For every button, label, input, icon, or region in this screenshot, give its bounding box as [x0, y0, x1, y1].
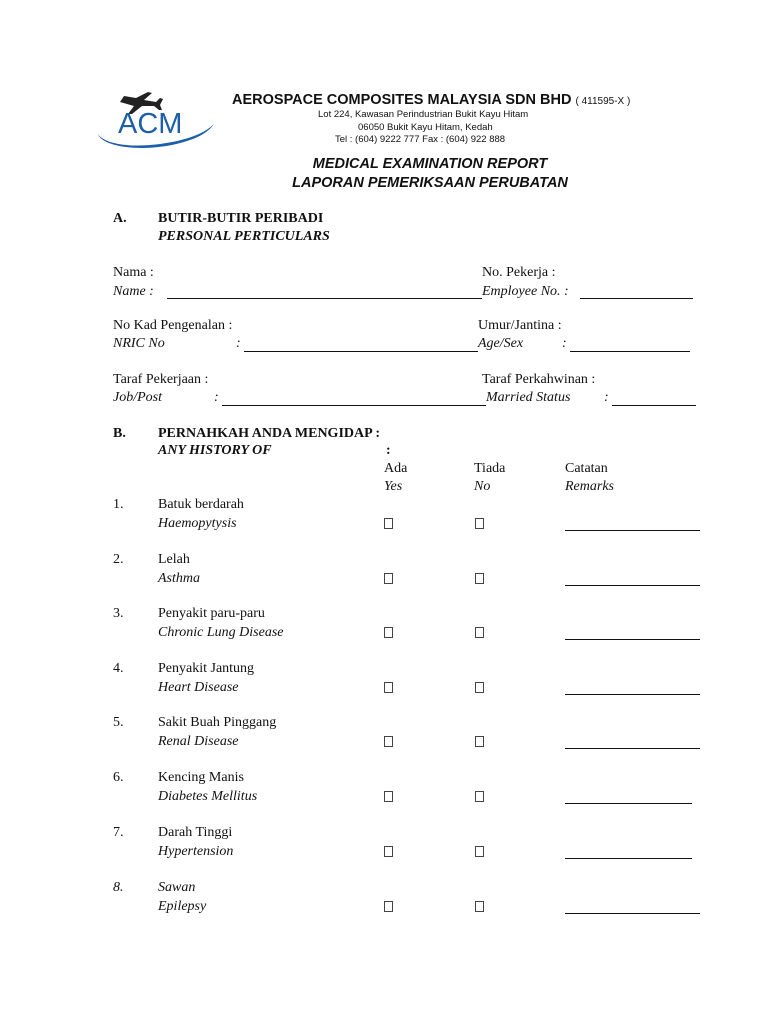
- row-label-en: Epilepsy: [158, 899, 207, 914]
- remarks-field[interactable]: [565, 913, 700, 914]
- age-sex-label-en: Age/Sex: [478, 336, 524, 351]
- section-b-title-ms: PERNAHKAH ANDA MENGIDAP :: [158, 426, 381, 441]
- section-a-title-en: PERSONAL PERTICULARS: [158, 229, 330, 244]
- row-number: 1.: [113, 497, 124, 512]
- section-b-letter: B.: [113, 426, 126, 441]
- remarks-field[interactable]: [565, 858, 692, 859]
- yes-checkbox[interactable]: [384, 627, 393, 638]
- no-checkbox[interactable]: [475, 791, 484, 802]
- age-sex-field[interactable]: [570, 351, 690, 352]
- nric-label-en: NRIC No: [113, 336, 165, 351]
- employee-no-label-ms: No. Pekerja :: [482, 265, 556, 280]
- remarks-field[interactable]: [565, 694, 700, 695]
- report-title-en: MEDICAL EXAMINATION REPORT: [312, 156, 548, 172]
- no-checkbox[interactable]: [475, 518, 484, 529]
- yes-checkbox[interactable]: [384, 682, 393, 693]
- remarks-field[interactable]: [565, 803, 692, 804]
- marital-label-en: Married Status: [486, 390, 571, 405]
- employee-no-label-en: Employee No. :: [482, 284, 569, 299]
- employee-no-field[interactable]: [580, 298, 693, 299]
- row-label-en: Haemopytysis: [158, 516, 237, 531]
- no-checkbox[interactable]: [475, 736, 484, 747]
- no-checkbox[interactable]: [475, 627, 484, 638]
- yes-checkbox[interactable]: [384, 846, 393, 857]
- yes-checkbox[interactable]: [384, 791, 393, 802]
- row-number: 2.: [113, 552, 124, 567]
- row-label-en: Asthma: [158, 571, 200, 586]
- row-label-ms: Sawan: [158, 880, 196, 895]
- row-number: 6.: [113, 770, 124, 785]
- yes-checkbox[interactable]: [384, 573, 393, 584]
- remarks-field[interactable]: [565, 639, 700, 640]
- nric-label-ms: No Kad Pengenalan :: [113, 318, 233, 333]
- col-yes-ms: Ada: [384, 461, 408, 476]
- row-number: 3.: [113, 606, 124, 621]
- age-sex-colon: :: [562, 336, 567, 351]
- section-a-letter: A.: [113, 211, 127, 226]
- row-label-ms: Penyakit Jantung: [158, 661, 255, 676]
- age-sex-label-ms: Umur/Jantina :: [478, 318, 562, 333]
- marital-colon: :: [604, 390, 609, 405]
- row-label-ms: Kencing Manis: [158, 770, 244, 785]
- section-a-title-ms: BUTIR-BUTIR PERIBADI: [158, 211, 324, 226]
- yes-checkbox[interactable]: [384, 736, 393, 747]
- company-reg: ( 411595-X ): [575, 96, 631, 107]
- marital-field[interactable]: [612, 405, 696, 406]
- row-number: 4.: [113, 661, 124, 676]
- no-checkbox[interactable]: [475, 682, 484, 693]
- row-label-ms: Batuk berdarah: [158, 497, 244, 512]
- row-label-en: Renal Disease: [158, 734, 239, 749]
- row-number: 5.: [113, 715, 124, 730]
- no-checkbox[interactable]: [475, 846, 484, 857]
- yes-checkbox[interactable]: [384, 901, 393, 912]
- name-field[interactable]: [167, 298, 482, 299]
- logo-text: ACM: [118, 108, 183, 140]
- company-name: [232, 92, 630, 108]
- row-label-ms: Lelah: [158, 552, 190, 567]
- row-label-ms: Penyakit paru-paru: [158, 606, 265, 621]
- row-label-en: Chronic Lung Disease: [158, 625, 284, 640]
- section-b-title-en: ANY HISTORY OF: [158, 443, 272, 458]
- row-number: 7.: [113, 825, 124, 840]
- name-label-en: Name :: [113, 284, 154, 299]
- yes-checkbox[interactable]: [384, 518, 393, 529]
- phone-fax: Tel : (604) 9222 777 Fax : (604) 922 888: [335, 134, 506, 145]
- name-label-ms: Nama :: [113, 265, 154, 280]
- col-yes-en: Yes: [384, 479, 403, 494]
- section-b-colon: :: [386, 443, 391, 458]
- row-label-ms: Sakit Buah Pinggang: [158, 715, 277, 730]
- row-number: 8.: [113, 880, 124, 895]
- col-remarks-ms: Catatan: [565, 461, 608, 476]
- company-name-text: AEROSPACE COMPOSITES MALAYSIA SDN BHD: [232, 92, 572, 108]
- remarks-field[interactable]: [565, 530, 700, 531]
- col-no-en: No: [474, 479, 491, 494]
- row-label-en: Hypertension: [158, 844, 234, 859]
- report-title-ms: LAPORAN PEMERIKSAAN PERUBATAN: [292, 175, 568, 191]
- address-line-1: Lot 224, Kawasan Perindustrian Bukit Kayu Hitam: [318, 109, 529, 120]
- row-label-ms: Darah Tinggi: [158, 825, 233, 840]
- col-no-ms: Tiada: [474, 461, 506, 476]
- job-label-ms: Taraf Pekerjaan :: [113, 372, 209, 387]
- remarks-field[interactable]: [565, 748, 700, 749]
- job-label-en: Job/Post: [113, 390, 162, 405]
- job-field[interactable]: [222, 405, 486, 406]
- nric-field[interactable]: [244, 351, 478, 352]
- row-label-en: Diabetes Mellitus: [158, 789, 258, 804]
- col-remarks-en: Remarks: [565, 479, 614, 494]
- no-checkbox[interactable]: [475, 901, 484, 912]
- marital-label-ms: Taraf Perkahwinan :: [482, 372, 596, 387]
- nric-colon: :: [236, 336, 241, 351]
- company-logo: [90, 88, 222, 154]
- job-colon: :: [214, 390, 219, 405]
- remarks-field[interactable]: [565, 585, 700, 586]
- row-label-en: Heart Disease: [158, 680, 239, 695]
- address-line-2: 06050 Bukit Kayu Hitam, Kedah: [358, 122, 493, 133]
- no-checkbox[interactable]: [475, 573, 484, 584]
